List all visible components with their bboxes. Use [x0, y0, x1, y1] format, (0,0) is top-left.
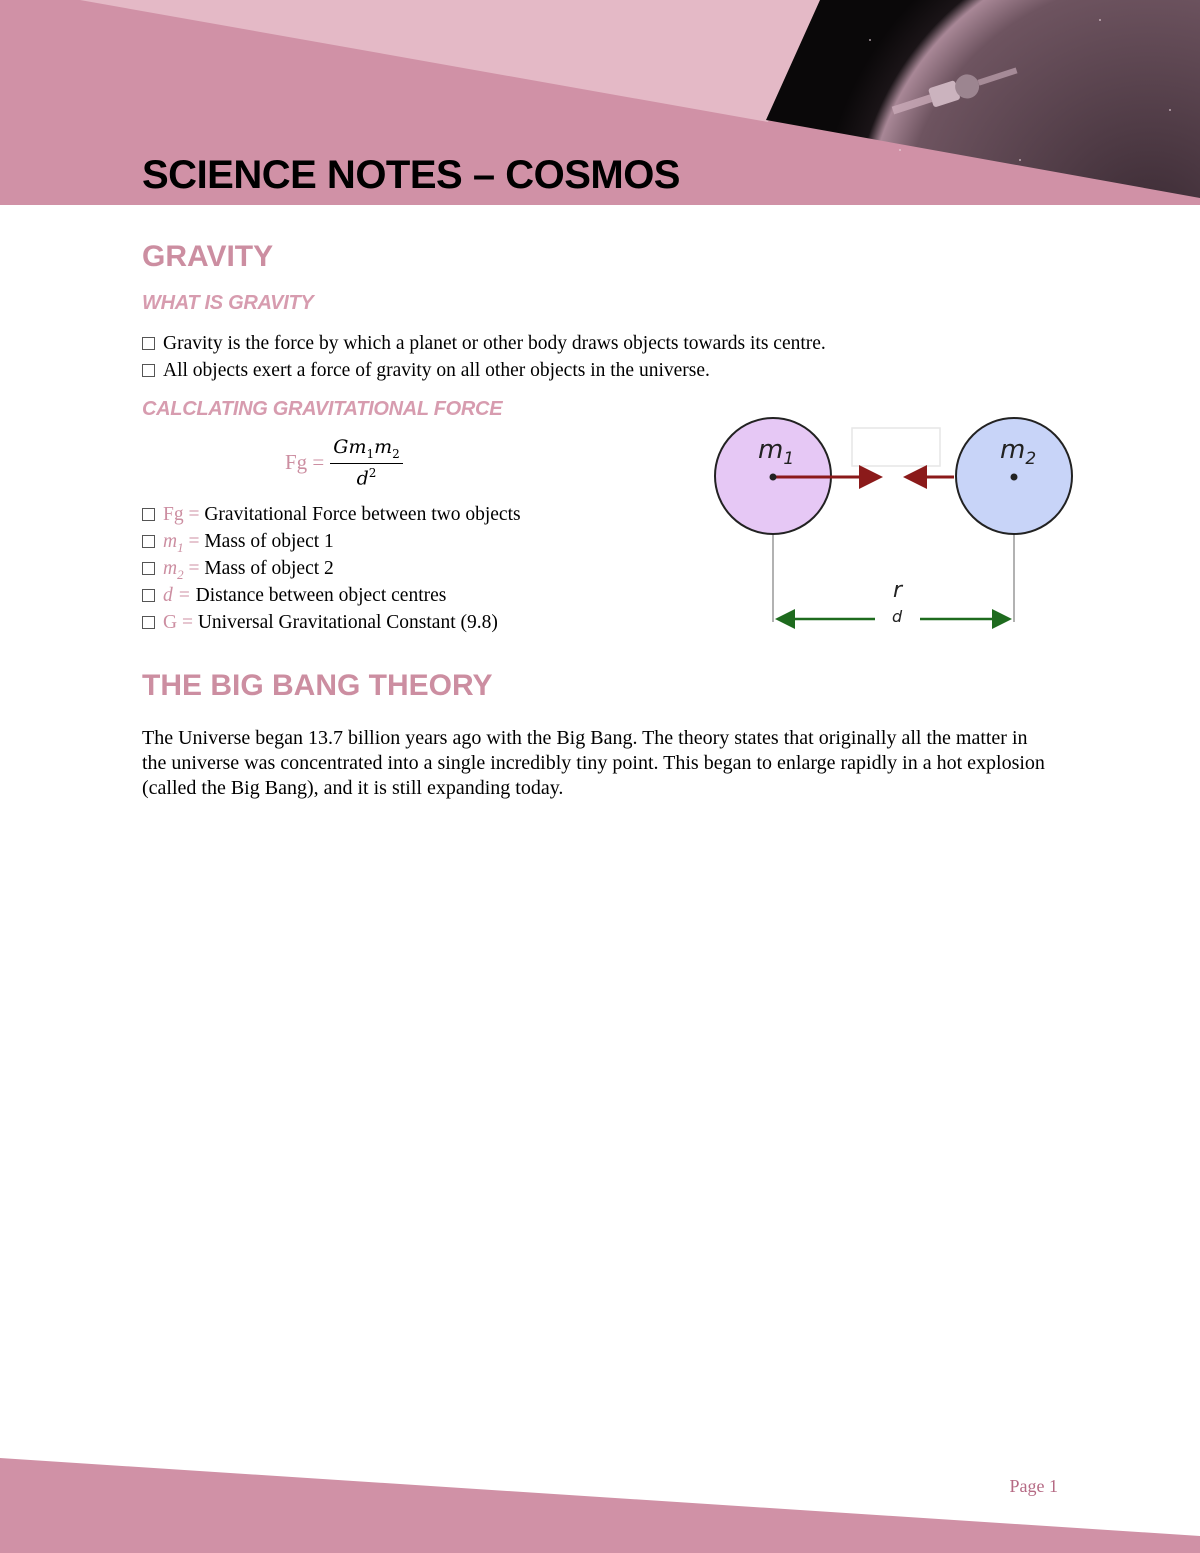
distance-label-d: d: [892, 607, 903, 626]
big-bang-heading: THE BIG BANG THEORY: [142, 669, 493, 702]
definitions-list: [142, 501, 521, 636]
list-item: d = Distance between object centres: [142, 582, 521, 609]
gravity-bullet-list: [142, 330, 826, 384]
distance-label-r: r: [893, 578, 903, 603]
checkbox-icon: [142, 364, 155, 377]
formula-denominator: $d^2$: [356, 465, 377, 490]
formula-lhs: Fg =: [285, 450, 325, 475]
gravity-heading: GRAVITY: [142, 240, 274, 273]
what-is-gravity-subheading: WHAT IS GRAVITY: [142, 292, 314, 314]
big-bang-paragraph: The Universe began 13.7 billion years ago with the Big Bang. The theory states that originally all the matter in the universe was concentrated into a single incredibly tiny point. This began to enlarge rapidly in a hot explosion (called the Big Bang), and it is still expanding today.: [142, 727, 1045, 799]
mass-2-label: $m_2$: [1000, 435, 1037, 469]
formula-fraction: [330, 436, 403, 489]
list-item: $m_1$ = Mass of object 1: [142, 528, 521, 555]
checkbox-icon: [142, 616, 155, 629]
checkbox-icon: [142, 508, 155, 521]
checkbox-icon: [142, 337, 155, 350]
list-item: [142, 357, 826, 384]
mass-1-label: $m_1$: [758, 435, 795, 469]
list-item: G = Universal Gravitational Constant (9.8): [142, 609, 521, 636]
label-box: [852, 428, 940, 466]
document-title: SCIENCE NOTES – COSMOS: [142, 153, 680, 197]
checkbox-icon: [142, 562, 155, 575]
gravity-formula: [285, 436, 403, 489]
checkbox-icon: [142, 589, 155, 602]
list-item: $m_2$ = Mass of object 2: [142, 555, 521, 582]
footer-banner: [0, 1450, 1200, 1553]
list-item-text: Gravity is the force by which a planet or other body draws objects towards its centre.: [163, 333, 826, 354]
list-item: [142, 330, 826, 357]
list-item: Fg = Gravitational Force between two objects: [142, 501, 521, 528]
list-item-text: All objects exert a force of gravity on all other objects in the universe.: [163, 360, 710, 381]
calculating-force-subheading: CALCLATING GRAVITATIONAL FORCE: [142, 398, 503, 420]
formula-numerator: $Gm_1m_2$: [330, 436, 403, 464]
page-number: Page 1: [1009, 1476, 1058, 1496]
checkbox-icon: [142, 535, 155, 548]
gravity-diagram: [710, 410, 1090, 640]
